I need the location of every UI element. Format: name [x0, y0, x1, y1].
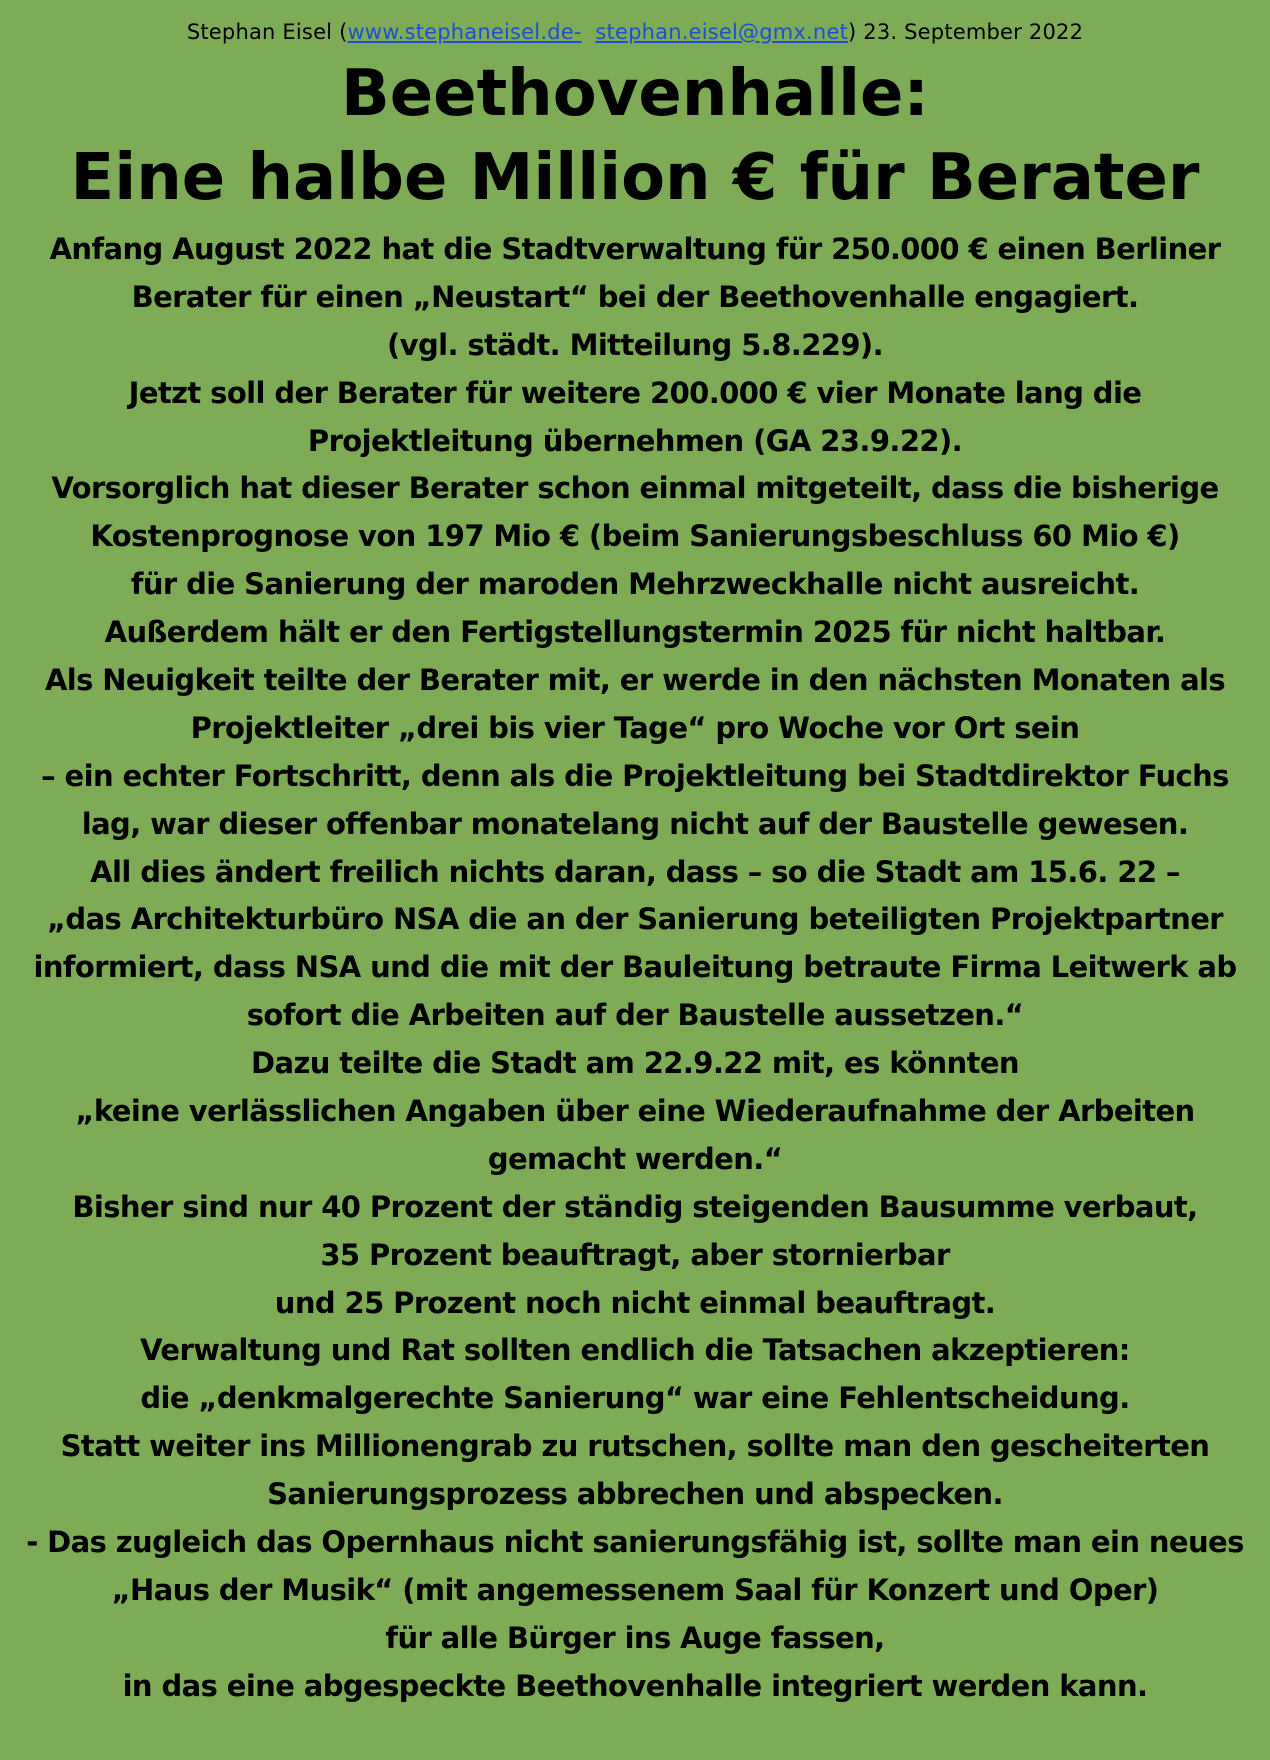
body-line: Sanierungsprozess abbrechen und abspecken. [267, 1477, 1003, 1512]
body-line: Verwaltung und Rat sollten endlich die Tatsachen akzeptieren: [140, 1333, 1130, 1368]
body-line: in das eine abgespeckte Beethovenhalle integriert werden kann. [122, 1668, 1148, 1703]
article-body [0, 226, 1270, 1711]
body-line: Außerdem hält er den Fertigstellungstermin 2025 für nicht haltbar. [104, 615, 1166, 650]
body-line: Bisher sind nur 40 Prozent der ständig steigenden Bausumme verbaut, [72, 1189, 1198, 1224]
body-line: Anfang August 2022 hat die Stadtverwaltung für 250.000 € einen Berliner [49, 232, 1221, 266]
body-line: – ein echter Fortschritt, denn als die Projektleitung bei Stadtdirektor Fuchs [41, 758, 1229, 793]
body-line: (vgl. städt. Mitteilung 5.8.229). [386, 327, 883, 362]
body-line: „keine verlässlichen Angaben über eine Wiederaufnahme der Arbeiten [75, 1094, 1195, 1129]
body-line: Vorsorglich hat dieser Berater schon einmal mitgeteilt, dass die bisherige [51, 471, 1219, 506]
body-line: und 25 Prozent noch nicht einmal beauftragt. [274, 1285, 996, 1320]
body-line: All dies ändert freilich nichts daran, dass – so die Stadt am 15.6. 22 – [90, 854, 1180, 889]
title-line-2: Eine halbe Million € für Berater [70, 141, 1200, 215]
body-line: gemacht werden.“ [487, 1141, 783, 1176]
author-header [0, 18, 1270, 46]
body-line: „Haus der Musik“ (mit angemessenem Saal für Konzert und Oper) [111, 1572, 1159, 1607]
body-line: für alle Bürger ins Auge fassen, [385, 1620, 885, 1655]
body-line: Berater für einen „Neustart“ bei der Beethovenhalle engagiert. [131, 279, 1139, 314]
body-line: informiert, dass NSA und die mit der Bauleitung betraute Firma Leitwerk ab [33, 950, 1237, 985]
body-line: lag, war dieser offenbar monatelang nicht auf der Baustelle gewesen. [81, 806, 1189, 841]
website-link[interactable]: www.stephaneisel.de- [347, 20, 582, 44]
title-line-1: Beethovenhalle: [340, 57, 930, 131]
page-title [0, 52, 1270, 220]
body-line: Projektleiter „drei bis vier Tage“ pro Woche vor Ort sein [190, 710, 1080, 745]
body-line: - Das zugleich das Opernhaus nicht sanierungsfähig ist, sollte man ein neues [26, 1525, 1244, 1560]
author-name: Stephan Eisel ( [186, 20, 348, 44]
email-link[interactable]: stephan.eisel@gmx.net [595, 20, 848, 44]
body-line: Statt weiter ins Millionengrab zu rutschen, sollte man den gescheiterten [60, 1429, 1210, 1464]
body-line: die „denkmalgerechte Sanierung“ war eine Fehlentscheidung. [140, 1381, 1130, 1416]
body-line: Jetzt soll der Berater für weitere 200.000 € vier Monate lang die [128, 375, 1142, 410]
body-line: 35 Prozent beauftragt, aber stornierbar [320, 1237, 950, 1272]
body-line: sofort die Arbeiten auf der Baustelle aussetzen.“ [246, 998, 1024, 1033]
body-line: Kostenprognose von 197 Mio € (beim Sanierungsbeschluss 60 Mio €) [90, 519, 1180, 554]
body-line: Dazu teilte die Stadt am 22.9.22 mit, es könnten [251, 1046, 1019, 1081]
body-line: für die Sanierung der maroden Mehrzweckhalle nicht ausreicht. [130, 567, 1140, 602]
body-line: „das Architekturbüro NSA die an der Sanierung beteiligten Projektpartner [46, 902, 1224, 937]
body-line: Als Neuigkeit teilte der Berater mit, er werde in den nächsten Monaten als [44, 663, 1226, 698]
body-line: Projektleitung übernehmen (GA 23.9.22). [307, 423, 963, 458]
header-date: ) 23. September 2022 [848, 20, 1084, 44]
